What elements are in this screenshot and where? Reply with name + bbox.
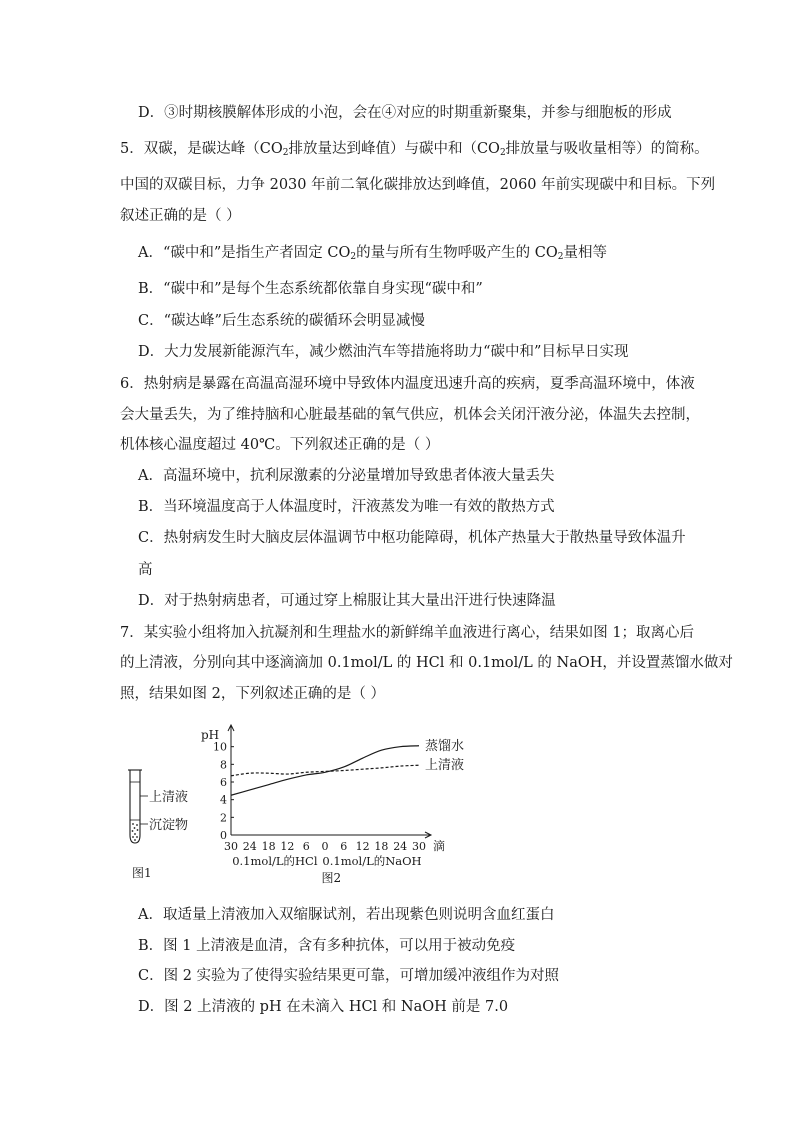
- y-tick-label: 6: [220, 776, 227, 789]
- chart-ticks: [213, 741, 426, 853]
- q5-option-c: C．“碳达峰”后生态系统的碳循环会明显减慢: [138, 313, 425, 329]
- q7-stem-line1: 7．某实验小组将加入抗凝剂和生理盐水的新鲜绵羊血液进行离心，结果如图 1；取离心后: [120, 625, 695, 641]
- chart-axes: [228, 725, 431, 838]
- label-precipitate: 沉淀物: [149, 818, 189, 833]
- q5-option-a-part: 量相等: [563, 245, 607, 261]
- q6-option-c-line1: C．热射病发生时大脑皮层体温调节中枢功能障碍，机体产热量大于散热量导致体温升: [138, 530, 686, 546]
- q5-stem-part: 排放量达到峰值）与碳中和（CO: [288, 141, 500, 157]
- q7-option-b: B．图 1 上清液是血清，含有多种抗体，可以用于被动免疫: [138, 938, 516, 954]
- y-tick-label: 2: [220, 811, 227, 825]
- x-tick-label: 24: [242, 840, 257, 853]
- q5-option-a-part: 的量与所有生物呼吸产生的 CO: [356, 245, 558, 261]
- q5-stem-part: 排放量与吸收量相等）的简称。: [505, 141, 709, 157]
- y-axis-label: pH: [201, 728, 220, 742]
- q6-option-b: B．当环境温度高于人体温度时，汗液蒸发为唯一有效的散热方式: [138, 499, 555, 515]
- q7-stem-line3: 照，结果如图 2，下列叙述正确的是（ ）: [120, 686, 385, 702]
- y-tick-label: 8: [220, 758, 227, 772]
- q6-stem-line1: 6．热射病是暴露在高温高湿环境中导致体内温度迅速升高的疾病，夏季高温环境中，体液: [120, 376, 695, 392]
- x-tick-label: 18: [261, 840, 276, 853]
- subscript: 2: [350, 252, 357, 262]
- q6-stem-line2: 会大量丢失，为了维持脑和心脏最基础的氧气供应，机体会关闭汗液分泌，体温失去控制，: [120, 407, 700, 423]
- series-label-supernatant: 上清液: [425, 758, 465, 774]
- tube-outline: [130, 770, 140, 843]
- x-tick-label: 12: [280, 840, 295, 853]
- x-label-hcl: 0.1mol/L的HCl: [232, 854, 318, 868]
- q5-option-b: B．“碳中和”是每个生态系统都依靠自身实现“碳中和”: [138, 281, 483, 297]
- y-tick-label: 10: [213, 740, 227, 754]
- q5-stem-line3: 叙述正确的是（ ）: [120, 208, 241, 224]
- series-distilled-water-line: [231, 746, 419, 795]
- figure-1-caption: 图1: [132, 866, 152, 880]
- q6-option-a: A．高温环境中，抗利尿激素的分泌量增加导致患者体液大量丢失: [138, 468, 555, 484]
- y-tick-label: 4: [220, 793, 227, 807]
- subscript: 2: [557, 252, 564, 262]
- q5-stem-line1: [120, 139, 709, 159]
- q5-option-d: D．大力发展新能源汽车，减少燃油汽车等措施将助力“碳中和”目标早日实现: [138, 344, 629, 360]
- figure-2-caption: 图2: [321, 871, 342, 885]
- q7-option-d: D．图 2 上清液的 pH 在未滴入 HCl 和 NaOH 前是 7.0: [138, 999, 509, 1015]
- y-tick-label: 0: [220, 829, 227, 842]
- x-tick-label: 18: [374, 840, 389, 853]
- q6-stem-line3: 机体核心温度超过 40℃。下列叙述正确的是（ ）: [120, 437, 440, 453]
- subscript: 2: [282, 148, 289, 158]
- label-supernatant: 上清液: [149, 790, 189, 805]
- q7-stem-line2: 的上清液，分别向其中逐滴滴加 0.1mol/L 的 HCl 和 0.1mol/L 的 NaOH，并设置蒸馏水做对: [120, 655, 733, 671]
- series-label-distilled-water: 蒸馏水: [425, 738, 465, 754]
- q4-option-d: D．③时期核膜解体形成的小泡，会在④对应的时期重新聚集，并参与细胞板的形成: [138, 105, 672, 121]
- q7-option-c: C．图 2 实验为了使得实验结果更可靠，可增加缓冲液组作为对照: [138, 968, 560, 984]
- chart-series: [231, 746, 419, 795]
- q5-stem-part: 5．双碳，是碳达峰（CO: [120, 141, 283, 157]
- x-label-naoh: 0.1mol/L的NaOH: [322, 854, 422, 868]
- precipitate-particles: [132, 823, 139, 841]
- q6-option-d: D．对于热射病患者，可通过穿上棉服让其大量出汗进行快速降温: [138, 593, 556, 609]
- subscript: 2: [499, 148, 506, 158]
- x-axis-unit: 滴: [433, 839, 446, 853]
- q5-stem-line2: 中国的双碳目标，力争 2030 年前二氧化碳排放达到峰值，2060 年前实现碳中和目标。下列: [120, 177, 716, 193]
- q5-option-a: [138, 243, 607, 263]
- series-supernatant-line: [231, 765, 419, 776]
- figure-2-chart: [190, 715, 470, 890]
- x-tick-label: 0: [321, 840, 329, 853]
- x-tick-label: 12: [355, 840, 370, 853]
- x-tick-label: 6: [302, 840, 310, 853]
- q6-option-c-line2: 高: [138, 562, 153, 578]
- x-tick-label: 30: [412, 840, 426, 853]
- q7-option-a: A．取适量上清液加入双缩脲试剂，若出现紫色则说明含血红蛋白: [138, 907, 555, 923]
- q5-option-a-part: A．“碳中和”是指生产者固定 CO: [138, 245, 351, 261]
- chart-labels: [201, 728, 464, 885]
- x-tick-label: 30: [224, 840, 238, 853]
- x-tick-label: 24: [393, 840, 408, 853]
- x-tick-label: 6: [340, 840, 348, 853]
